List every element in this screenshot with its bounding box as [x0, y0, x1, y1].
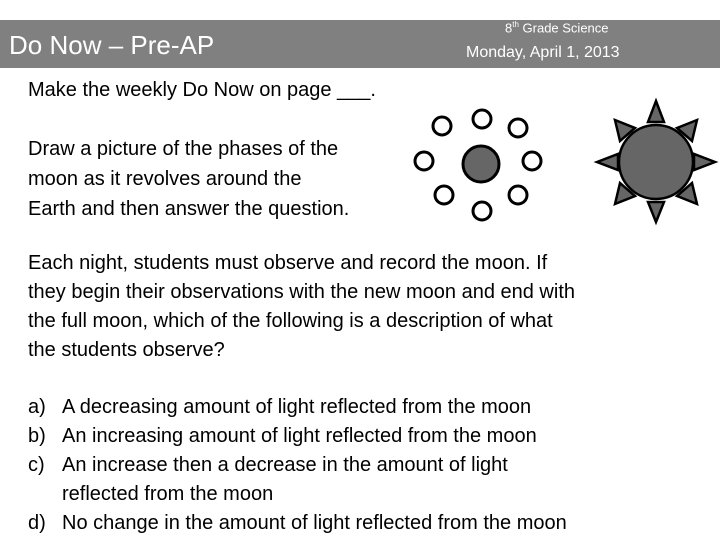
question-line: the full moon, which of the following is a description of what — [28, 310, 553, 332]
answer-text: reflected from the moon — [62, 483, 274, 505]
moon-icon — [435, 186, 453, 204]
moon-icon — [509, 119, 527, 137]
page-title: Do Now – Pre-AP — [9, 30, 215, 60]
answer-text: No change in the amount of light reflected from the moon — [62, 512, 567, 534]
earth-icon — [463, 146, 499, 182]
answer-text: An increasing amount of light reflected from the moon — [62, 425, 537, 447]
earth-with-moons-icon — [415, 110, 541, 220]
weekly-instruction: Make the weekly Do Now on page ___. — [28, 79, 376, 101]
date-label: Monday, April 1, 2013 — [466, 44, 620, 61]
answer-text: A decreasing amount of light reflected from the moon — [62, 396, 532, 418]
sun-icon — [597, 101, 715, 222]
answer-text: An increase then a decrease in the amount of light — [62, 454, 508, 476]
question-line: the students observe? — [28, 339, 225, 361]
question-line: Each night, students must observe and record the moon. If — [28, 252, 548, 274]
answer-letter: d) — [28, 512, 46, 534]
answer-letter: b) — [28, 425, 46, 447]
grade-rest: Grade Science — [518, 20, 609, 36]
answer-letter: a) — [28, 396, 46, 418]
grade-suffix: th — [512, 20, 519, 29]
answer-letter: c) — [28, 454, 45, 476]
question-line: they begin their observations with the new moon and end with — [28, 281, 576, 303]
moon-icon — [415, 152, 433, 170]
draw-instruction-line: Earth and then answer the question. — [28, 198, 350, 220]
moon-icon — [473, 110, 491, 128]
moon-icon — [523, 152, 541, 170]
moon-icon — [433, 117, 451, 135]
moon-icon — [509, 186, 527, 204]
grade-number: 8 — [505, 20, 513, 36]
draw-instruction-line: Draw a picture of the phases of the — [28, 138, 339, 160]
draw-instruction-line: moon as it revolves around the — [28, 168, 302, 190]
moon-icon — [473, 202, 491, 220]
